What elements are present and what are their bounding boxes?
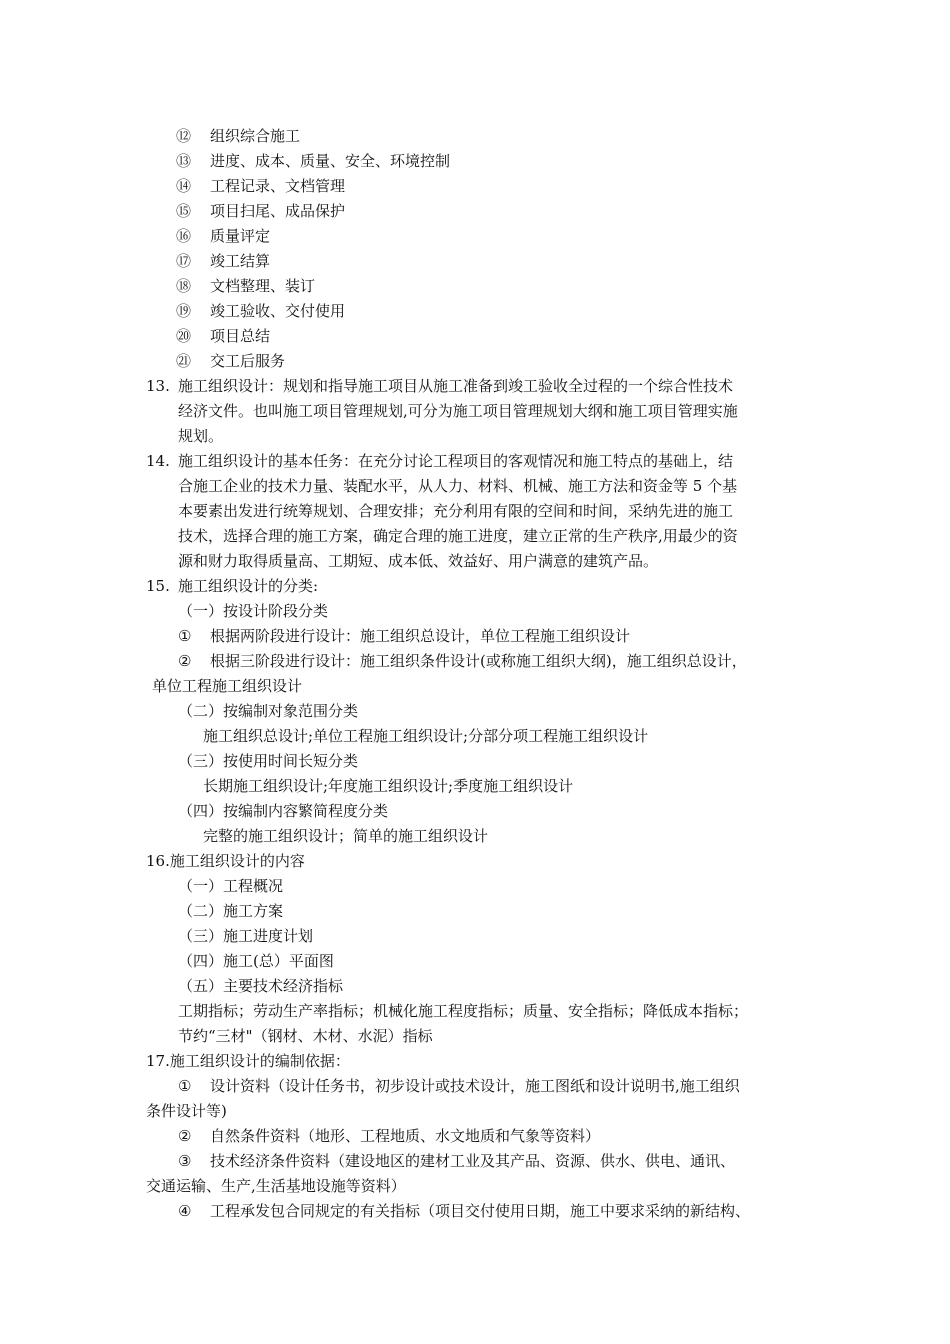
paragraph-line: 工期指标；劳动生产率指标；机械化施工程度指标；质量、安全指标；降低成本指标；	[178, 1002, 749, 1020]
list-text-cont: 单位工程施工组织设计	[152, 677, 303, 695]
list-text: 自然条件资料（地形、工程地质、水文地质和气象等资料）	[210, 1127, 601, 1145]
subsection-text: 长期施工组织设计;年度施工组织设计;季度施工组织设计	[203, 777, 574, 795]
step-marker: ㉑	[176, 352, 192, 370]
step-marker: ⑬	[176, 152, 192, 170]
item-number: 14.	[146, 452, 170, 470]
subsection-heading: （三）施工进度计划	[178, 927, 314, 945]
list-text: 根据两阶段进行设计：施工组织总设计，单位工程施工组织设计	[210, 627, 631, 645]
step-marker: ⑫	[176, 127, 192, 145]
section-title: 施工组织设计的分类:	[178, 577, 319, 595]
subsection-heading: （二）施工方案	[178, 902, 284, 920]
step-marker: ⑳	[176, 327, 192, 345]
subsection-text: 完整的施工组织设计；简单的施工组织设计	[203, 827, 489, 845]
subsection-heading: （一）按设计阶段分类	[178, 602, 329, 620]
list-text-cont: 条件设计等)	[146, 1102, 227, 1120]
step-text: 项目扫尾、成品保护	[210, 202, 346, 220]
step-marker: ⑰	[176, 252, 192, 270]
paragraph-line: 本要素出发进行统筹规划、合理安排；充分利用有限的空间和时间，采纳先进的施工	[178, 502, 734, 520]
subsection-heading: （四）施工(总）平面图	[178, 952, 334, 970]
circled-marker: ①	[178, 627, 192, 645]
step-text: 项目总结	[210, 327, 271, 345]
paragraph-line: 源和财力取得质量高、工期短、成本低、效益好、用户满意的建筑产品。	[178, 552, 659, 570]
section-title: 16.施工组织设计的内容	[146, 852, 305, 870]
step-marker: ⑯	[176, 227, 192, 245]
subsection-heading: （一）工程概况	[178, 877, 284, 895]
step-marker: ⑭	[176, 177, 192, 195]
paragraph-line: 经济文件。也叫施工项目管理规划,可分为施工项目管理规划大纲和施工项目管理实施	[178, 402, 738, 420]
circled-marker: ④	[178, 1202, 192, 1220]
circled-marker: ②	[178, 652, 192, 670]
paragraph-line: 施工组织设计：规划和指导施工项目从施工准备到竣工验收全过程的一个综合性技术	[178, 377, 734, 395]
list-text: 技术经济条件资料（建设地区的建材工业及其产品、资源、供水、供电、通讯、	[210, 1152, 736, 1170]
item-number: 15.	[146, 577, 170, 595]
step-text: 工程记录、文档管理	[210, 177, 346, 195]
step-marker: ⑲	[176, 302, 192, 320]
list-text: 根据三阶段进行设计：施工组织条件设计(或称施工组织大纲)，施工组织总设计，	[210, 652, 747, 670]
step-text: 质量评定	[210, 227, 271, 245]
list-text: 设计资料（设计任务书，初步设计或技术设计，施工图纸和设计说明书,施工组织	[210, 1077, 740, 1095]
subsection-heading: （三）按使用时间长短分类	[178, 752, 359, 770]
step-marker: ⑮	[176, 202, 192, 220]
step-text: 竣工结算	[210, 252, 271, 270]
paragraph-line: 合施工企业的技术力量、装配水平，从人力、材料、机械、施工方法和资金等 5 个基	[178, 477, 738, 495]
step-text: 进度、成本、质量、安全、环境控制	[210, 152, 451, 170]
subsection-text: 施工组织总设计;单位工程施工组织设计;分部分项工程施工组织设计	[203, 727, 649, 745]
paragraph-line: 技术，选择合理的施工方案，确定合理的施工进度，建立正常的生产秩序,用最少的资	[178, 527, 738, 545]
paragraph-line: 规划。	[178, 427, 224, 445]
step-text: 组织综合施工	[210, 127, 301, 145]
step-text: 竣工验收、交付使用	[210, 302, 346, 320]
circled-marker: ①	[178, 1077, 192, 1095]
step-marker: ⑱	[176, 277, 192, 295]
paragraph-line: 节约“三材"（钢材、木材、水泥）指标	[178, 1027, 433, 1045]
section-title: 17.施工组织设计的编制依据：	[146, 1052, 350, 1070]
list-text-cont: 交通运输、生产,生活基地设施等资料）	[146, 1177, 406, 1195]
step-text: 文档整理、装订	[210, 277, 316, 295]
list-text: 工程承发包合同规定的有关指标（项目交付使用日期，施工中要求采纳的新结构、	[210, 1202, 751, 1220]
subsection-heading: （四）按编制内容繁简程度分类	[178, 802, 389, 820]
item-number: 13.	[146, 377, 170, 395]
subsection-heading: （二）按编制对象范围分类	[178, 702, 359, 720]
subsection-heading: （五）主要技术经济指标	[178, 977, 344, 995]
circled-marker: ③	[178, 1152, 192, 1170]
step-text: 交工后服务	[210, 352, 286, 370]
circled-marker: ②	[178, 1127, 192, 1145]
paragraph-line: 施工组织设计的基本任务：在充分讨论工程项目的客观情况和施工特点的基础上，结	[178, 452, 734, 470]
